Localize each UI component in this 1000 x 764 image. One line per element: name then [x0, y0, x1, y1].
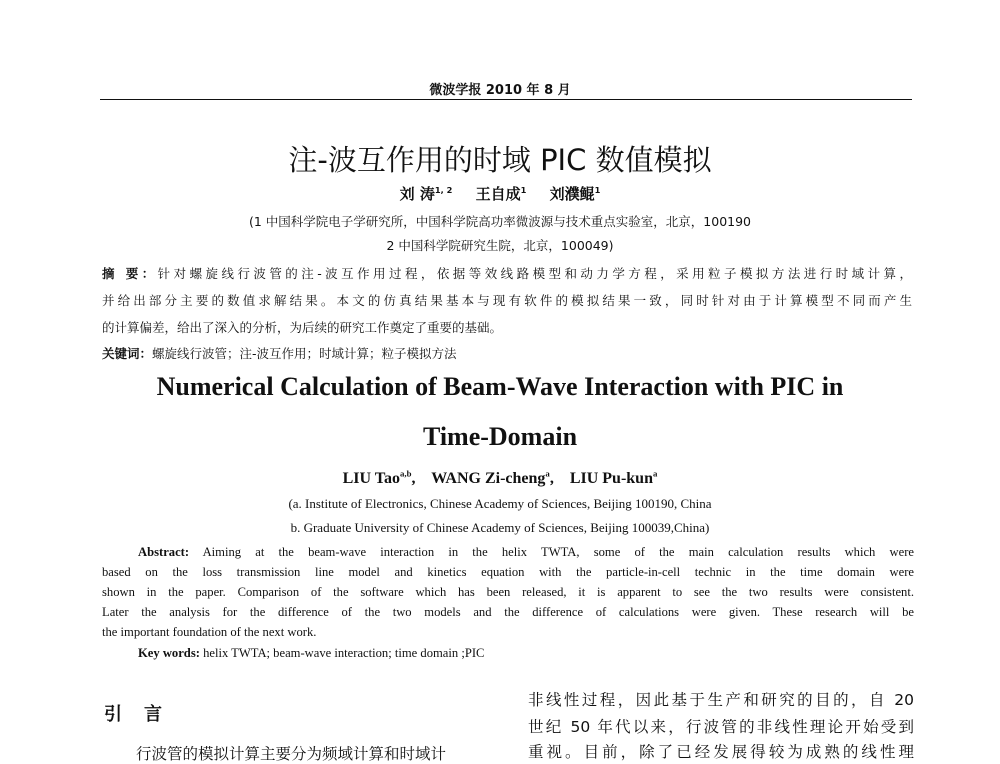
chinese-abstract-label: 摘 要：	[102, 266, 158, 281]
chinese-abstract-text: 针对螺旋线行波管的注-波互作用过程，依据等效线路模型和动力学方程，采用粒子模拟方法进行时域计算，	[157, 266, 912, 281]
english-abstract-line: Later the analysis for the difference of the two models and the difference of calculations were given. These research will be	[102, 605, 914, 619]
english-abstract-label: Abstract:	[138, 545, 190, 559]
chinese-affiliation-line: 2 中国科学院研究生院，北京，100049)	[386, 238, 614, 253]
author-name: WANG Zi-cheng	[431, 470, 546, 487]
section-heading	[104, 700, 162, 726]
running-header: 微波学报 2010 年 8 月	[429, 83, 571, 98]
author-name: 刘濮鲲	[549, 185, 595, 203]
header-rule	[100, 99, 912, 100]
section-heading-char: 引	[104, 704, 122, 725]
author-name: 刘 涛	[399, 185, 435, 203]
chinese-keywords-text: 螺旋线行波管；注-波互作用；时域计算；粒子模拟方法	[152, 346, 457, 361]
english-keywords	[138, 646, 914, 661]
right-column-line: 世纪 50 年代以来，行波管的非线性理论开始受到	[528, 718, 914, 736]
chinese-keywords-label: 关键词：	[102, 346, 153, 361]
right-column-line: 非线性过程，因此基于生产和研究的目的，自 20	[528, 691, 914, 709]
english-abstract-line: based on the loss transmission line model and kinetics equation with the particle-in-cell technic in the time domain were	[102, 565, 914, 579]
author-name: LIU Pu-kun	[569, 470, 653, 487]
english-abstract-line: shown in the paper. Comparison of the software which has been released, it is apparent to see the two results were consistent.	[102, 585, 914, 599]
chinese-affiliation-line: (1 中国科学院电子学研究所，中国科学院高功率微波源与技术重点实验室，北京，100190	[248, 214, 752, 229]
english-abstract-line	[138, 545, 914, 560]
english-title-line: Numerical Calculation of Beam-Wave Interaction with PIC in	[156, 372, 844, 401]
author-affiliation-mark: a	[545, 468, 550, 479]
english-abstract-line: the important foundation of the next work.	[102, 625, 317, 639]
english-authors: LIU Tao$^{a,b}$, WANG Zi-cheng$^a$, LIU Pu-kun$^a$	[342, 468, 658, 487]
author-affiliation-mark: 1	[594, 185, 601, 195]
english-affiliation-line: (a. Institute of Electronics, Chinese Academy of Sciences, Beijing 100190, China	[288, 496, 712, 511]
english-keywords-text: helix TWTA; beam-wave interaction; time domain ;PIC	[203, 646, 485, 660]
author-name: 王自成	[475, 185, 521, 203]
author-affiliation-mark: 1, 2	[434, 185, 453, 195]
chinese-abstract-line	[102, 264, 912, 282]
chinese-keywords	[102, 344, 912, 362]
author-affiliation-mark: a,b	[399, 468, 412, 479]
english-title-line: Time-Domain	[422, 422, 578, 451]
english-affiliation-line: b. Graduate University of Chinese Academy of Sciences, Beijing 100039,China)	[290, 520, 710, 535]
author-affiliation-mark: 1	[520, 185, 527, 195]
author-affiliation-mark: a	[652, 468, 658, 479]
chinese-title: 注-波互作用的时域 PIC 数值模拟	[288, 143, 712, 177]
chinese-authors	[0, 183, 1000, 204]
english-abstract-text: Aiming at the beam-wave interaction in the helix TWTA, some of the main calculation results which were	[202, 545, 914, 559]
chinese-abstract-line: 并给出部分主要的数值求解结果。本文的仿真结果基本与现有软件的模拟结果一致，同时针对由于计算模型不同而产生	[102, 293, 912, 308]
author-name: LIU Tao	[342, 470, 400, 487]
chinese-abstract-line: 的计算偏差，给出了深入的分析，为后续的研究工作奠定了重要的基础。	[102, 320, 503, 335]
left-column-text: 行波管的模拟计算主要分为频域计算和时域计	[136, 745, 447, 763]
english-keywords-label: Key words:	[138, 646, 200, 660]
right-column-line: 重视。目前，除了已经发展得较为成熟的线性理	[528, 743, 914, 761]
section-heading-char: 言	[144, 704, 162, 725]
